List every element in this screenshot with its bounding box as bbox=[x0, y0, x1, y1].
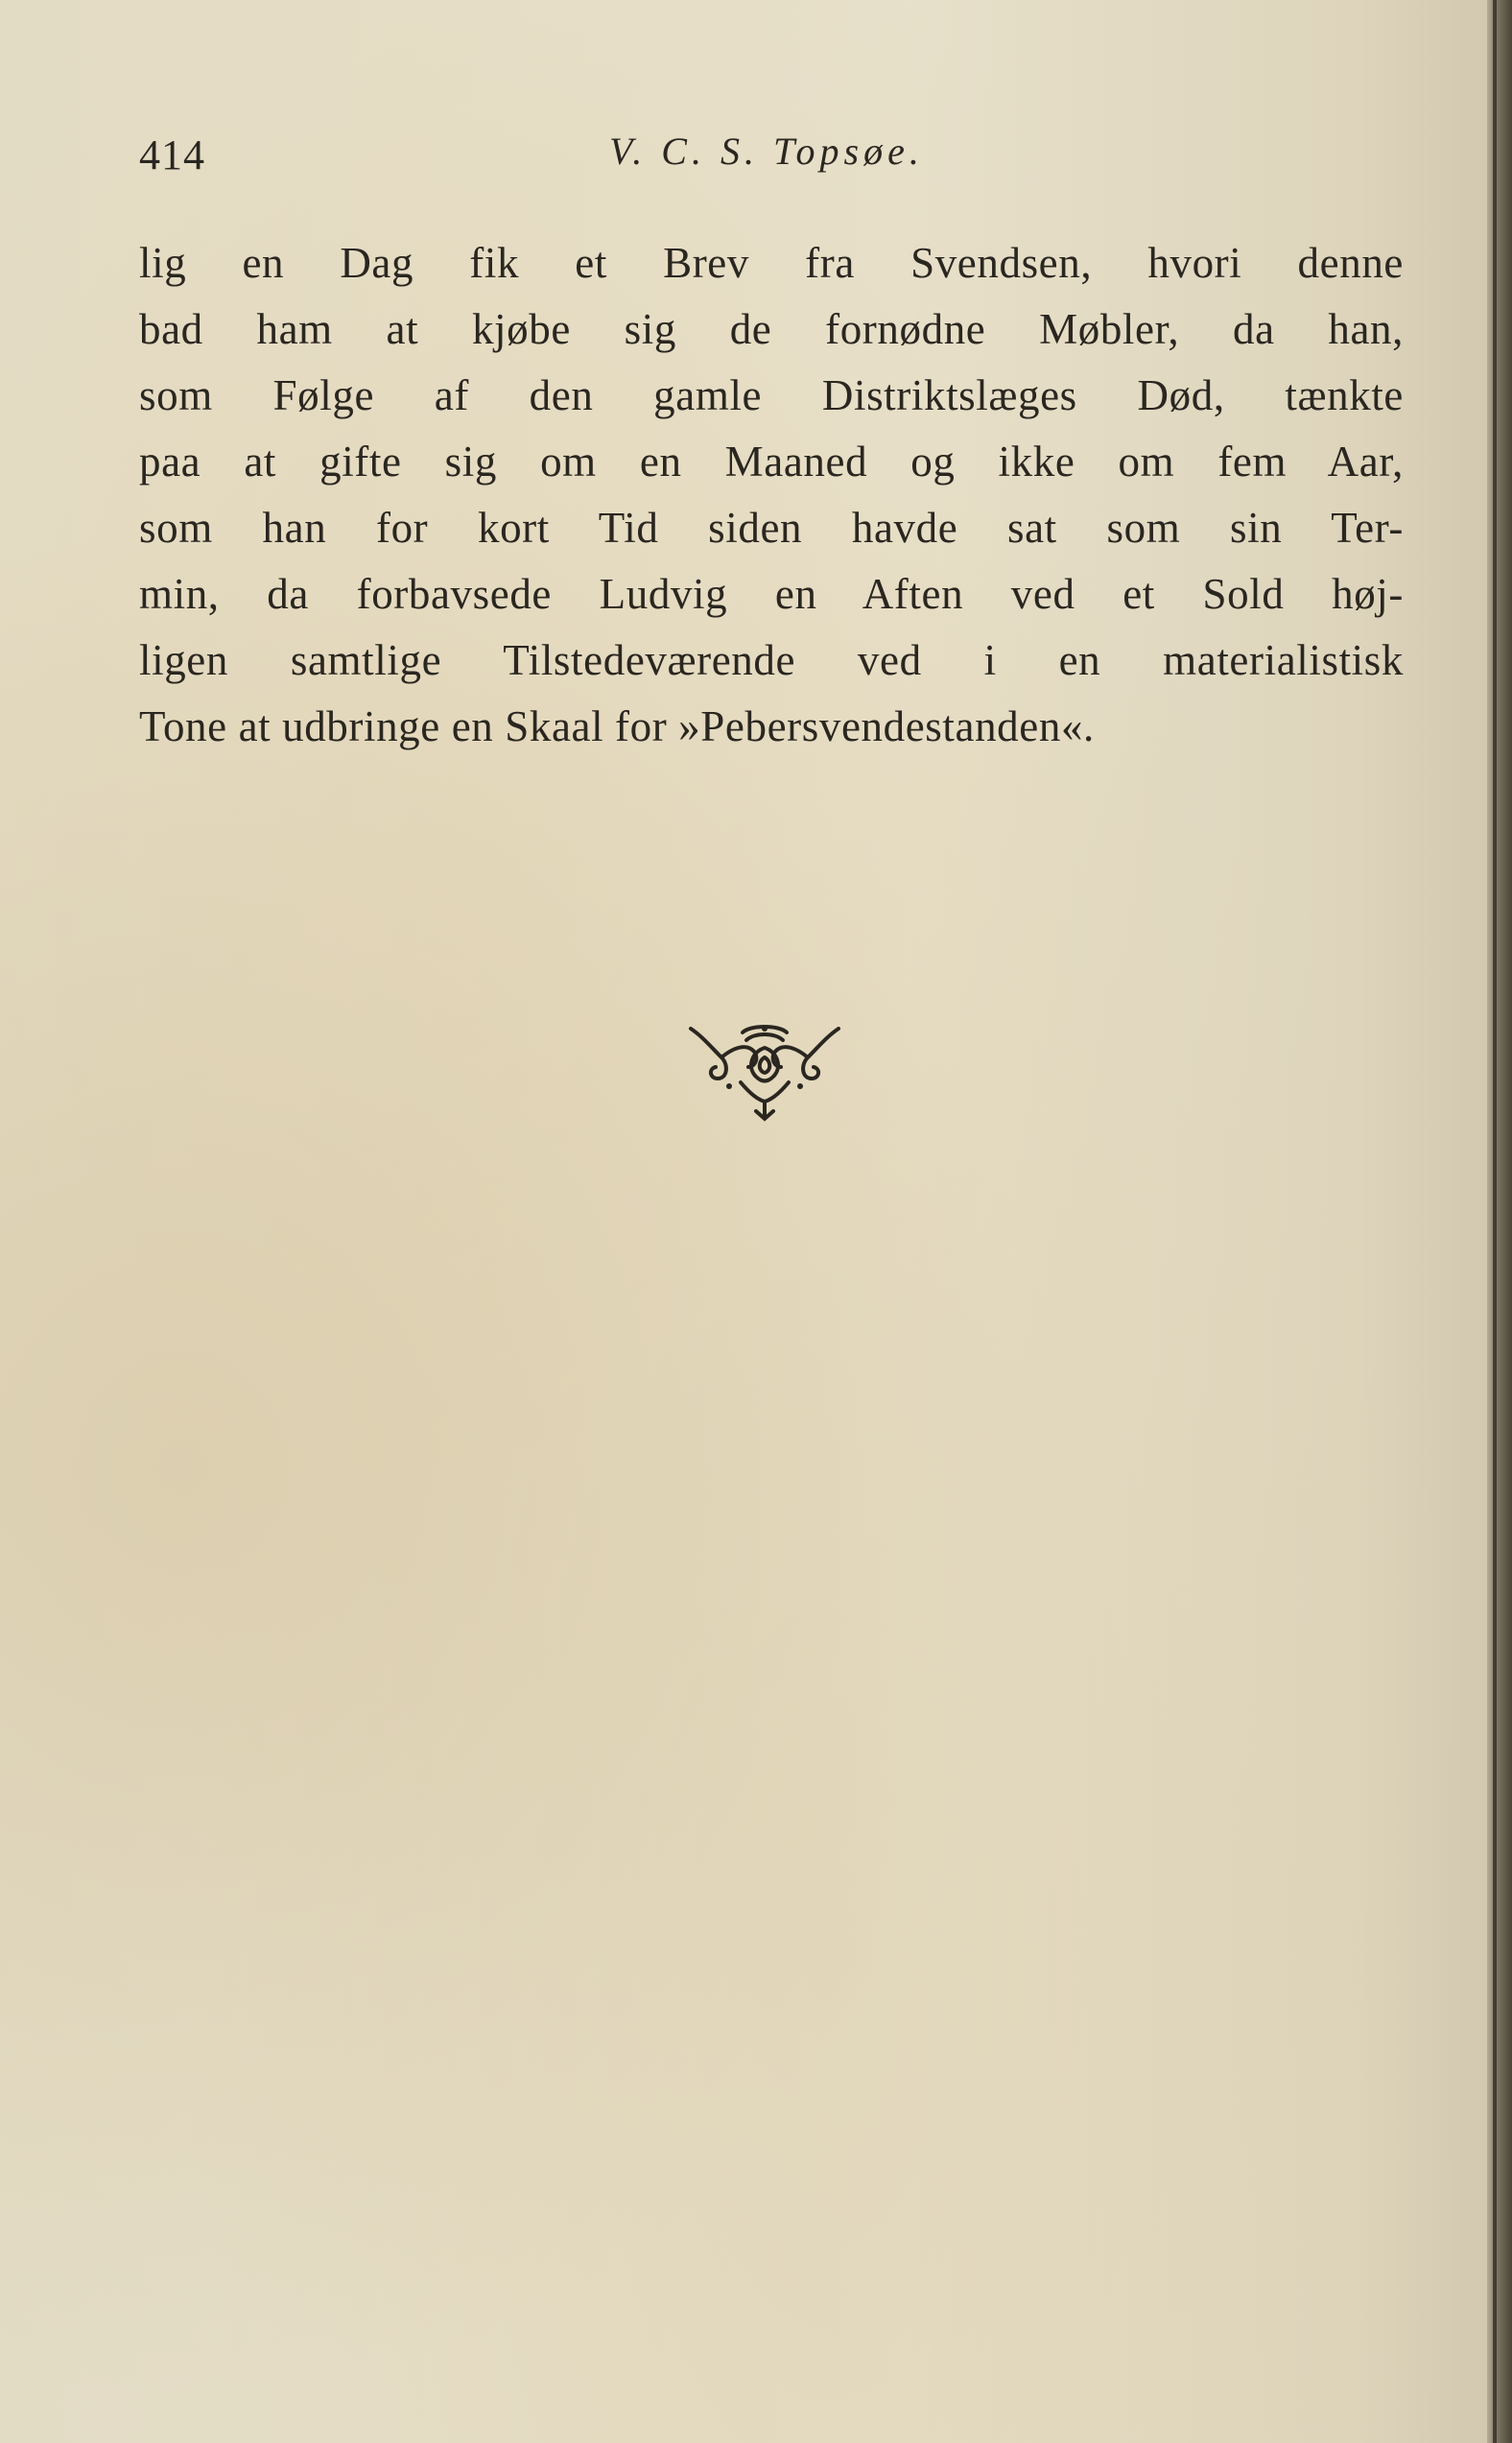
fleuron-ornament-icon bbox=[683, 1019, 846, 1125]
text-line: som han for kort Tid siden havde sat som sin Ter- bbox=[139, 504, 1404, 552]
text-line: min, da forbavsede Ludvig en Aften ved et Sold høj- bbox=[139, 570, 1404, 618]
running-head: V. C. S. Topsøe. bbox=[609, 130, 924, 173]
text-line: Tone at udbringe en Skaal for »Pebersvendestanden«. bbox=[139, 702, 1095, 750]
text-line: som Følge af den gamle Distriktslæges Død, tænkte bbox=[139, 371, 1404, 419]
text-line: ligen samtlige Tilstedeværende ved i en materialistisk bbox=[139, 636, 1404, 684]
book-spine-shadow bbox=[1487, 0, 1512, 2443]
page-number: 414 bbox=[139, 131, 205, 178]
page-header bbox=[139, 123, 1415, 180]
text-line: bad ham at kjøbe sig de fornødne Møbler, da han, bbox=[139, 305, 1404, 353]
text-line: lig en Dag fik et Brev fra Svendsen, hvori denne bbox=[139, 239, 1404, 287]
book-gutter-line bbox=[1493, 0, 1497, 2443]
text-line: paa at gifte sig om en Maaned og ikke om fem Aar, bbox=[139, 438, 1404, 486]
body-text bbox=[139, 230, 1404, 760]
